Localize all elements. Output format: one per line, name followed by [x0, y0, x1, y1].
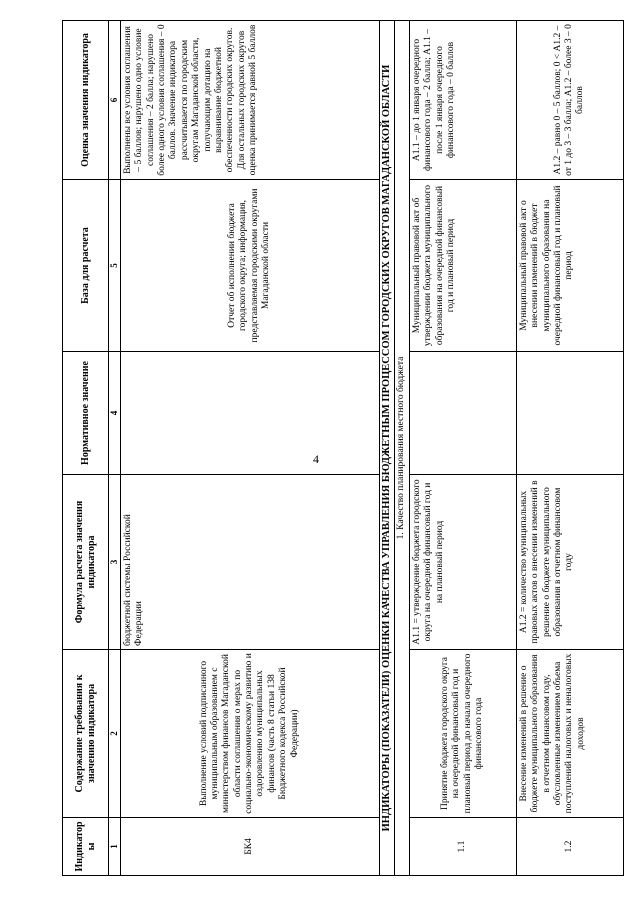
- base-text: Муниципальный правовой акт об утверждении бюджета муниципального образования на очередной финансовый год и плановый период: [409, 180, 516, 352]
- column-number-row: [109, 21, 121, 876]
- section-title: ИНДИКАТОРЫ (ПОКАЗАТЕЛИ) ОЦЕНКИ КАЧЕСТВА УПРАВЛЕНИЯ БЮДЖЕТНЫМ ПРОЦЕССОМ ГОРОДСКИХ ОКРУГОВ МАГАДАНСКОЙ ОБЛАСТИ: [379, 21, 395, 876]
- indicator-id: 1.2: [516, 818, 623, 876]
- formula-text: бюджетной системы Российской Федерации: [120, 475, 379, 650]
- requirement-text: Внесение изменений в решение о бюджете муниципального образования в отчетном финансовом году, обусловленные изменением объема поступлений налоговых и неналоговых доходов: [516, 650, 623, 818]
- header-normative: Нормативное значение: [63, 352, 109, 475]
- formula-text: А1.1 = утверждение бюджета городского округа на очередной финансовый год и на плановый период: [409, 475, 516, 650]
- base-text: Отчет об исполнении бюджета городского округа; информация, представляемая городскими округами Магаданской области: [120, 180, 379, 352]
- indicator-id: БК4: [120, 818, 379, 876]
- formula-text: А1.2 = количество муниципальных правовых актов о внесении изменений в решение о бюджете муниципального образования в отчетном финансовом году: [516, 475, 623, 650]
- header-indicators: Индикаторы: [63, 818, 109, 876]
- normative-value: [120, 352, 379, 475]
- normative-value: [409, 352, 516, 475]
- assessment-text: Выполнены все условия соглашения – 5 баллов; нарушено одно условие соглашения – 2 балла; нарушено более одного условия соглашения – 0 баллов. Значение индикатора рассчитывается по городским округам Магаданской области, получающим дотацию на выравнивание бюджетной обеспеченности городских округов. Для остальных городских округов оценка принимается равной 5 баллов: [120, 21, 379, 180]
- requirement-text: Принятие бюджета городского округа на очередной финансовый год и плановый период до начала очередного финансового года: [409, 650, 516, 818]
- subsection-title-row: [395, 21, 409, 876]
- col-number: 3: [109, 475, 121, 650]
- section-title-row: [379, 21, 395, 876]
- table-row: [409, 21, 516, 876]
- subsection-title: 1. Качество планирования местного бюджета: [395, 21, 409, 876]
- header-formula: Формула расчета значения индикатора: [63, 475, 109, 650]
- assessment-text: А1.2 – равно 0 – 5 баллов; 0 < А1.2 – от 1 до 3 – 3 балла; А1.2 – более 3 – 0 баллов: [516, 21, 623, 180]
- page-number: 4: [313, 452, 319, 466]
- header-base: База для расчета: [63, 180, 109, 352]
- col-number: 1: [109, 818, 121, 876]
- header-requirement: Содержание требования к значению индикатора: [63, 650, 109, 818]
- header-assessment: Оценка значения индикатора: [63, 21, 109, 180]
- col-number: 5: [109, 180, 121, 352]
- table-row: [516, 21, 623, 876]
- normative-value: [516, 352, 623, 475]
- assessment-text: А1.1 – до 1 января очередного финансового года – 2 балла; А1.1 – после 1 января очередного финансового года – 0 баллов: [409, 21, 516, 180]
- indicator-id: 1.1: [409, 818, 516, 876]
- rotated-table-page: [62, 21, 627, 876]
- table-row-bk4: [120, 21, 379, 876]
- col-number: 2: [109, 650, 121, 818]
- indicators-table: [62, 20, 624, 876]
- col-number: 4: [109, 352, 121, 475]
- col-number: 6: [109, 21, 121, 180]
- base-text: Муниципальный правовой акт о внесении изменений в бюджет муниципального образования на очередной финансовый год и плановый период: [516, 180, 623, 352]
- requirement-text: Выполнение условий подписанного муниципальным образованием с министерством финансов Магаданской области соглашения о мерах по социально-экономическому развитию и оздоровлению муниципальных финансов (часть 8 статьи 138 Бюджетного кодекса Российской Федерации): [120, 650, 379, 818]
